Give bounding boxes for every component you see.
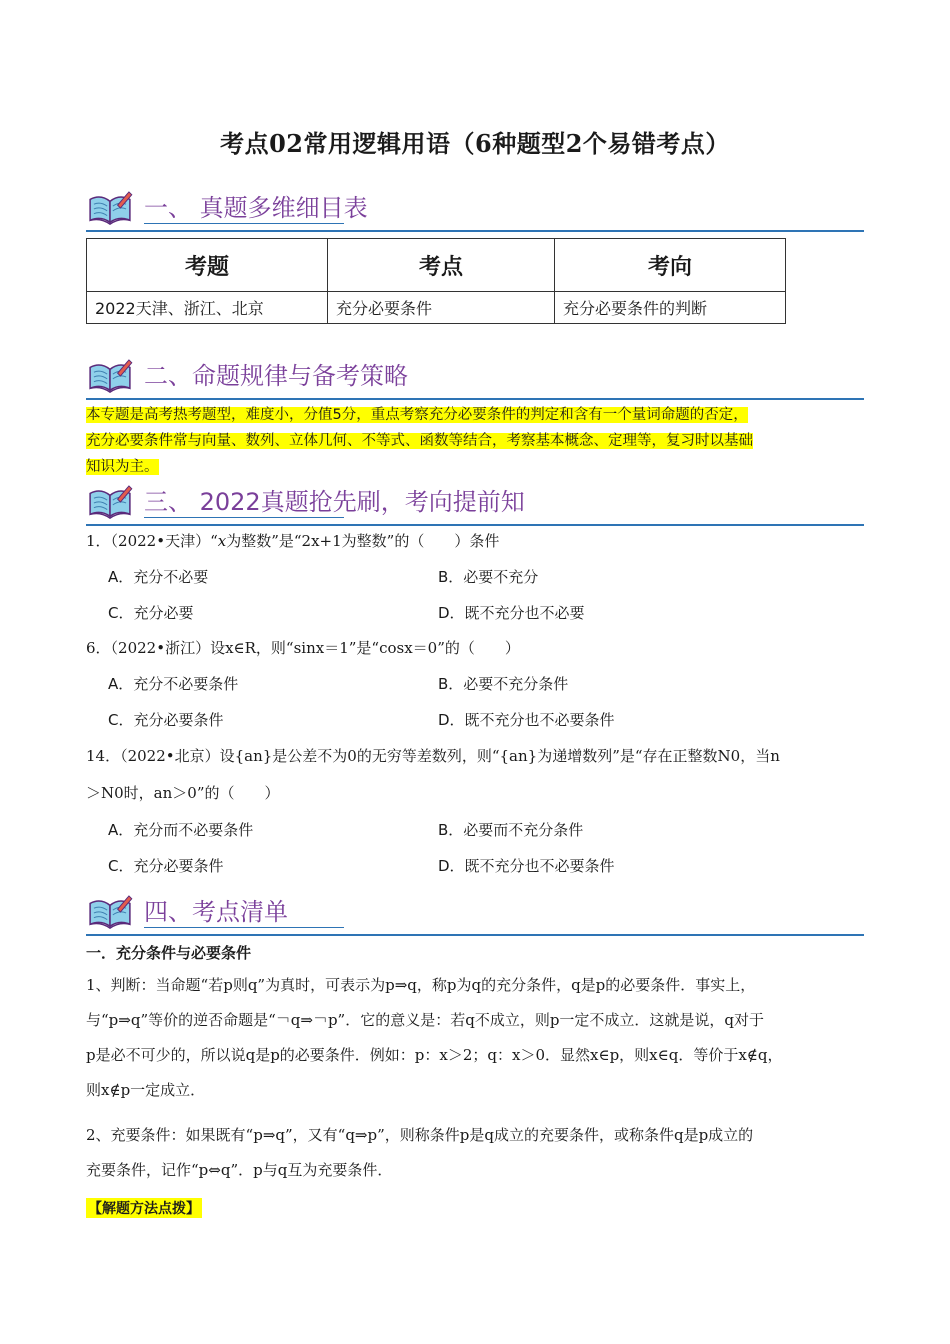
section-header-2 <box>86 352 864 400</box>
paragraph-line: 1、判断：当命题“若p则q”为真时，可表示为p⇒q，称p为q的充分条件，q是p的必要条件．事实上， <box>86 976 756 994</box>
table-cell: 充分必要条件 <box>328 292 555 324</box>
paragraph-line: 2、充要条件：如果既有“p⇒q”，又有“q⇒p”，则称条件p是q成立的充要条件，或称条件q是p成立的 <box>86 1126 754 1144</box>
strategy-line: 知识为主。 <box>86 459 159 475</box>
section-rule <box>86 230 864 232</box>
q1-option-a[interactable]: A．充分不必要 <box>108 568 209 586</box>
q6-option-c[interactable]: C．充分必要条件 <box>108 711 224 729</box>
q6-option-b[interactable]: B．必要不充分条件 <box>438 675 569 693</box>
section-header-4 <box>86 888 864 936</box>
q1-suffix: 为整数”是“2x+1为整数”的（ ）条件 <box>226 532 500 550</box>
section-underline <box>144 927 344 928</box>
section-header-3 <box>86 478 864 526</box>
q6-option-d[interactable]: D．既不充分也不必要条件 <box>438 711 615 729</box>
table-header: 考向 <box>555 239 786 292</box>
strategy-line: 本专题是高考热考题型，难度小，分值5分，重点考察充分必要条件的判定和含有一个量词命题的否定， <box>86 407 748 423</box>
paragraph-line: 充要条件，记作“p⇔q”．p与q互为充要条件． <box>86 1161 393 1179</box>
open-book-icon <box>86 894 134 930</box>
section-title-2: 二、命题规律与备考策略 <box>144 362 408 390</box>
section-rule <box>86 524 864 526</box>
question-14-stem-line1: 14．（2022•北京）设{an}是公差不为0的无穷等差数列，则“{an}为递增数列”是“存在正整数N0，当n <box>86 747 780 765</box>
q6-option-a[interactable]: A．充分不必要条件 <box>108 675 239 693</box>
table-header: 考点 <box>328 239 555 292</box>
open-book-icon <box>86 358 134 394</box>
method-tip-label: 【解题方法点拨】 <box>86 1198 202 1218</box>
q14-option-c[interactable]: C．充分必要条件 <box>108 857 224 875</box>
q1-option-d[interactable]: D．既不充分也不必要 <box>438 604 585 622</box>
q1-var: x <box>217 532 227 550</box>
paragraph-line: p是必不可少的，所以说q是p的必要条件．例如：p：x＞2；q：x＞0．显然x∈p，则x∈q．等价于x∉q， <box>86 1046 783 1064</box>
question-14-stem-line2: ＞N0时，an＞0”的（ ） <box>86 784 280 802</box>
paragraph-line: 则x∉p一定成立． <box>86 1081 206 1099</box>
q1-option-c[interactable]: C．充分必要 <box>108 604 194 622</box>
section-header-1 <box>86 184 864 232</box>
section-rule <box>86 398 864 400</box>
exam-table <box>86 238 786 324</box>
open-book-icon <box>86 190 134 226</box>
open-book-icon <box>86 484 134 520</box>
question-1-stem <box>86 530 876 551</box>
section-underline <box>144 223 344 224</box>
paragraph-line: 与“p⇒q”等价的逆否命题是“￢q⇒￢p”．它的意义是：若q不成立，则p一定不成立．这就是说，q对于 <box>86 1011 765 1029</box>
section-underline <box>144 517 344 518</box>
q14-option-b[interactable]: B．必要而不充分条件 <box>438 821 584 839</box>
q14-option-a[interactable]: A．充分而不必要条件 <box>108 821 254 839</box>
page-title: 考点02常用逻辑用语（6种题型2个易错考点） <box>220 129 730 158</box>
checklist-paragraph-1 <box>86 968 864 1108</box>
section-title-1: 一、 真题多维细目表 <box>144 194 368 222</box>
checklist-heading: 一．充分条件与必要条件 <box>86 944 252 962</box>
section-rule <box>86 934 864 936</box>
strategy-line: 充分必要条件常与向量、数列、立体几何、不等式、函数等结合，考察基本概念、定理等，复习时以基础 <box>86 433 753 449</box>
table-row <box>87 292 786 324</box>
table-cell: 2022天津、浙江、北京 <box>87 292 328 324</box>
table-header-row <box>87 239 786 292</box>
section-title-3: 三、 2022真题抢先刷，考向提前知 <box>144 488 525 516</box>
checklist-paragraph-2 <box>86 1118 864 1188</box>
q14-option-d[interactable]: D．既不充分也不必要条件 <box>438 857 615 875</box>
q1-prefix: 1．（2022•天津）“ <box>86 532 218 550</box>
section-title-4: 四、考点清单 <box>144 898 288 926</box>
question-6-stem: 6．（2022•浙江）设x∈R，则“sinx＝1”是“cosx＝0”的（ ） <box>86 639 520 657</box>
q1-option-b[interactable]: B．必要不充分 <box>438 568 539 586</box>
table-cell: 充分必要条件的判断 <box>555 292 786 324</box>
strategy-paragraph <box>86 402 864 480</box>
table-header: 考题 <box>87 239 328 292</box>
